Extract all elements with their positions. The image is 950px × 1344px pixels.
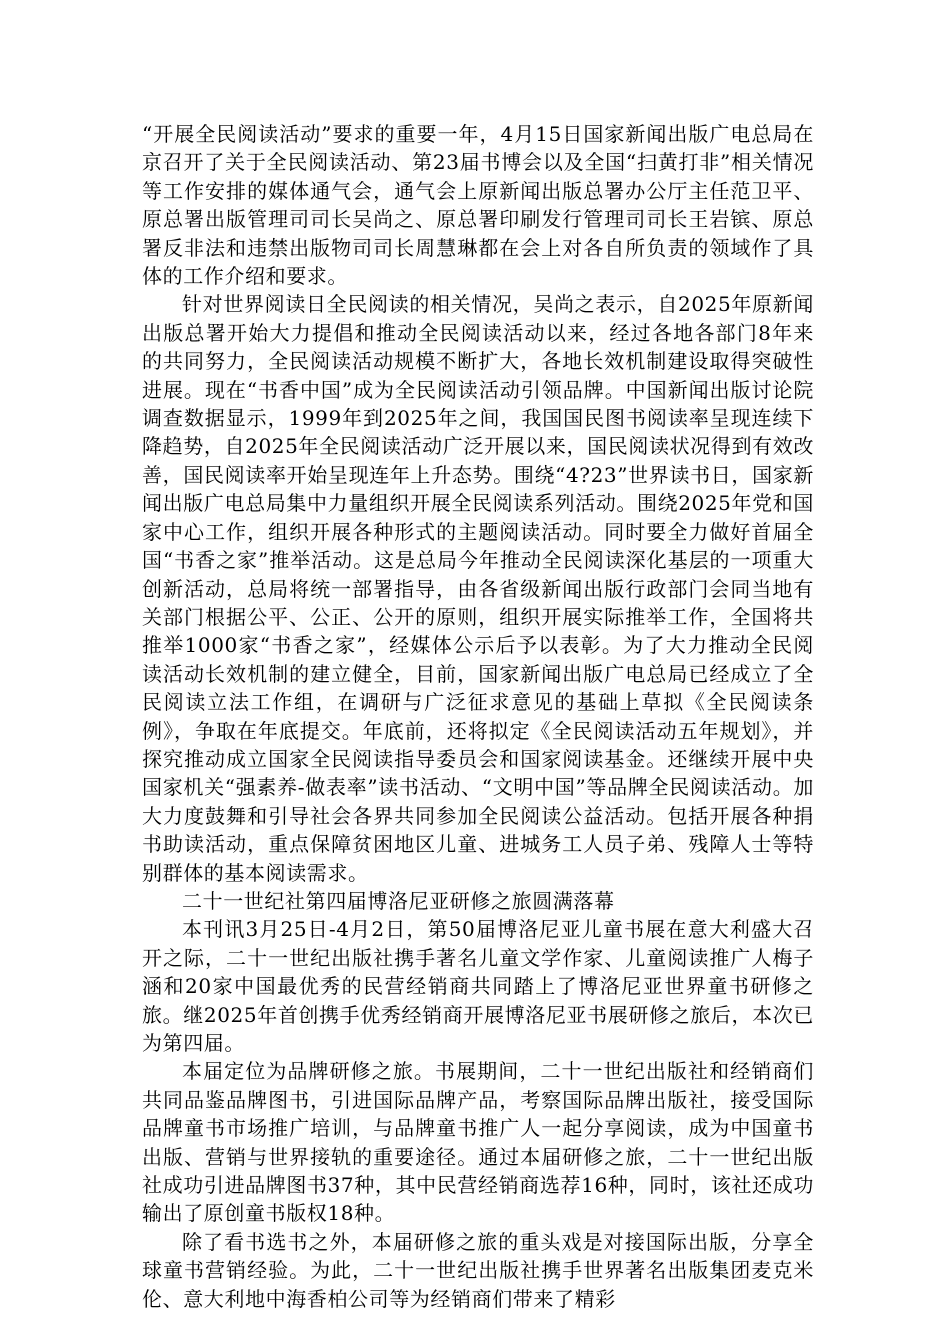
- paragraph-continued: “开展全民阅读活动”要求的重要一年，4月15日国家新闻出版广电总局在京召开了关于全民阅读活动、第23届书博会以及全国“扫黄打非”相关情况等工作安排的媒体通气会，通气会上原新闻出版总署办公厅主任范卫平、原总署出版管理司司长吴尚之、原总署印刷发行管理司司长王岩镔、原总署反非法和违禁出版物司司长周慧琳都在会上对各自所负责的领域作了具体的工作介绍和要求。: [142, 122, 814, 289]
- paragraph-bologna-intro: 本刊讯3月25日-4月2日，第50届博洛尼亚儿童书展在意大利盛大召开之际，二十一世纪出版社携手著名儿童文学作家、儿童阅读推广人梅子涵和20家中国最优秀的民营经销商共同踏上了博洛尼亚世界童书研修之旅。继2025年首创携手优秀经销商开展博洛尼亚书展研修之旅后，本次已为第四届。: [142, 917, 814, 1055]
- paragraph-international: 除了看书选书之外，本届研修之旅的重头戏是对接国际出版，分享全球童书营销经验。为此，二十一世纪出版社携手世界著名出版集团麦克米伦、意大利地中海香柏公司等为经销商们带来了精彩: [142, 1229, 814, 1311]
- article-heading: 二十一世纪社第四届博洛尼亚研修之旅圆满落幕: [182, 888, 615, 913]
- document-body: [142, 120, 814, 1313]
- paragraph-reading-day: 针对世界阅读日全民阅读的相关情况，吴尚之表示，自2025年原新闻出版总署开始大力提倡和推动全民阅读活动以来，经过各地各部门8年来的共同努力，全民阅读活动规模不断扩大，各地长效机制建设取得突破性进展。现在“书香中国”成为全民阅读活动引领品牌。中国新闻出版讨论院调查数据显示，1999年到2025年之间，我国国民图书阅读率呈现连续下降趋势，自2025年全民阅读活动广泛开展以来，国民阅读状况得到有效改善，国民阅读率开始呈现连年上升态势。围绕“4?23”世界读书日，国家新闻出版广电总局集中力量组织开展全民阅读系列活动。围绕2025年党和国家中心工作，组织开展各种形式的主题阅读活动。同时要全力做好首届全国“书香之家”推举活动。这是总局今年推动全民阅读深化基层的一项重大创新活动，总局将统一部署指导，由各省级新闻出版行政部门会同当地有关部门根据公平、公正、公开的原则，组织开展实际推举工作，全国将共推举1000家“书香之家”，经媒体公示后予以表彰。为了大力推动全民阅读活动长效机制的建立健全，目前，国家新闻出版广电总局已经成立了全民阅读立法工作组，在调研与广泛征求意见的基础上草拟《全民阅读条例》，争取在年底提交。年底前，还将拟定《全民阅读活动五年规划》，并探究推动成立国家全民阅读指导委员会和国家阅读基金。还继续开展中央国家机关“强素养-做表率”读书活动、“文明中国”等品牌全民阅读活动。加大力度鼓舞和引导社会各界共同参加全民阅读公益活动。包括开展各种捐书助读活动，重点保障贫困地区儿童、进城务工人员子弟、残障人士等特别群体的基本阅读需求。: [142, 292, 814, 885]
- paragraph-brand-study: 本届定位为品牌研修之旅。书展期间，二十一世纪出版社和经销商们共同品鉴品牌图书，引进国际品牌产品，考察国际品牌出版社，接受国际品牌童书市场推广培训，与品牌童书推广人一起分享阅读，成为中国童书出版、营销与世界接轨的重要途径。通过本届研修之旅，二十一世纪出版社成功引进品牌图书37种，其中民营经销商选荐16种，同时，该社还成功输出了原创童书版权18种。: [142, 1059, 814, 1226]
